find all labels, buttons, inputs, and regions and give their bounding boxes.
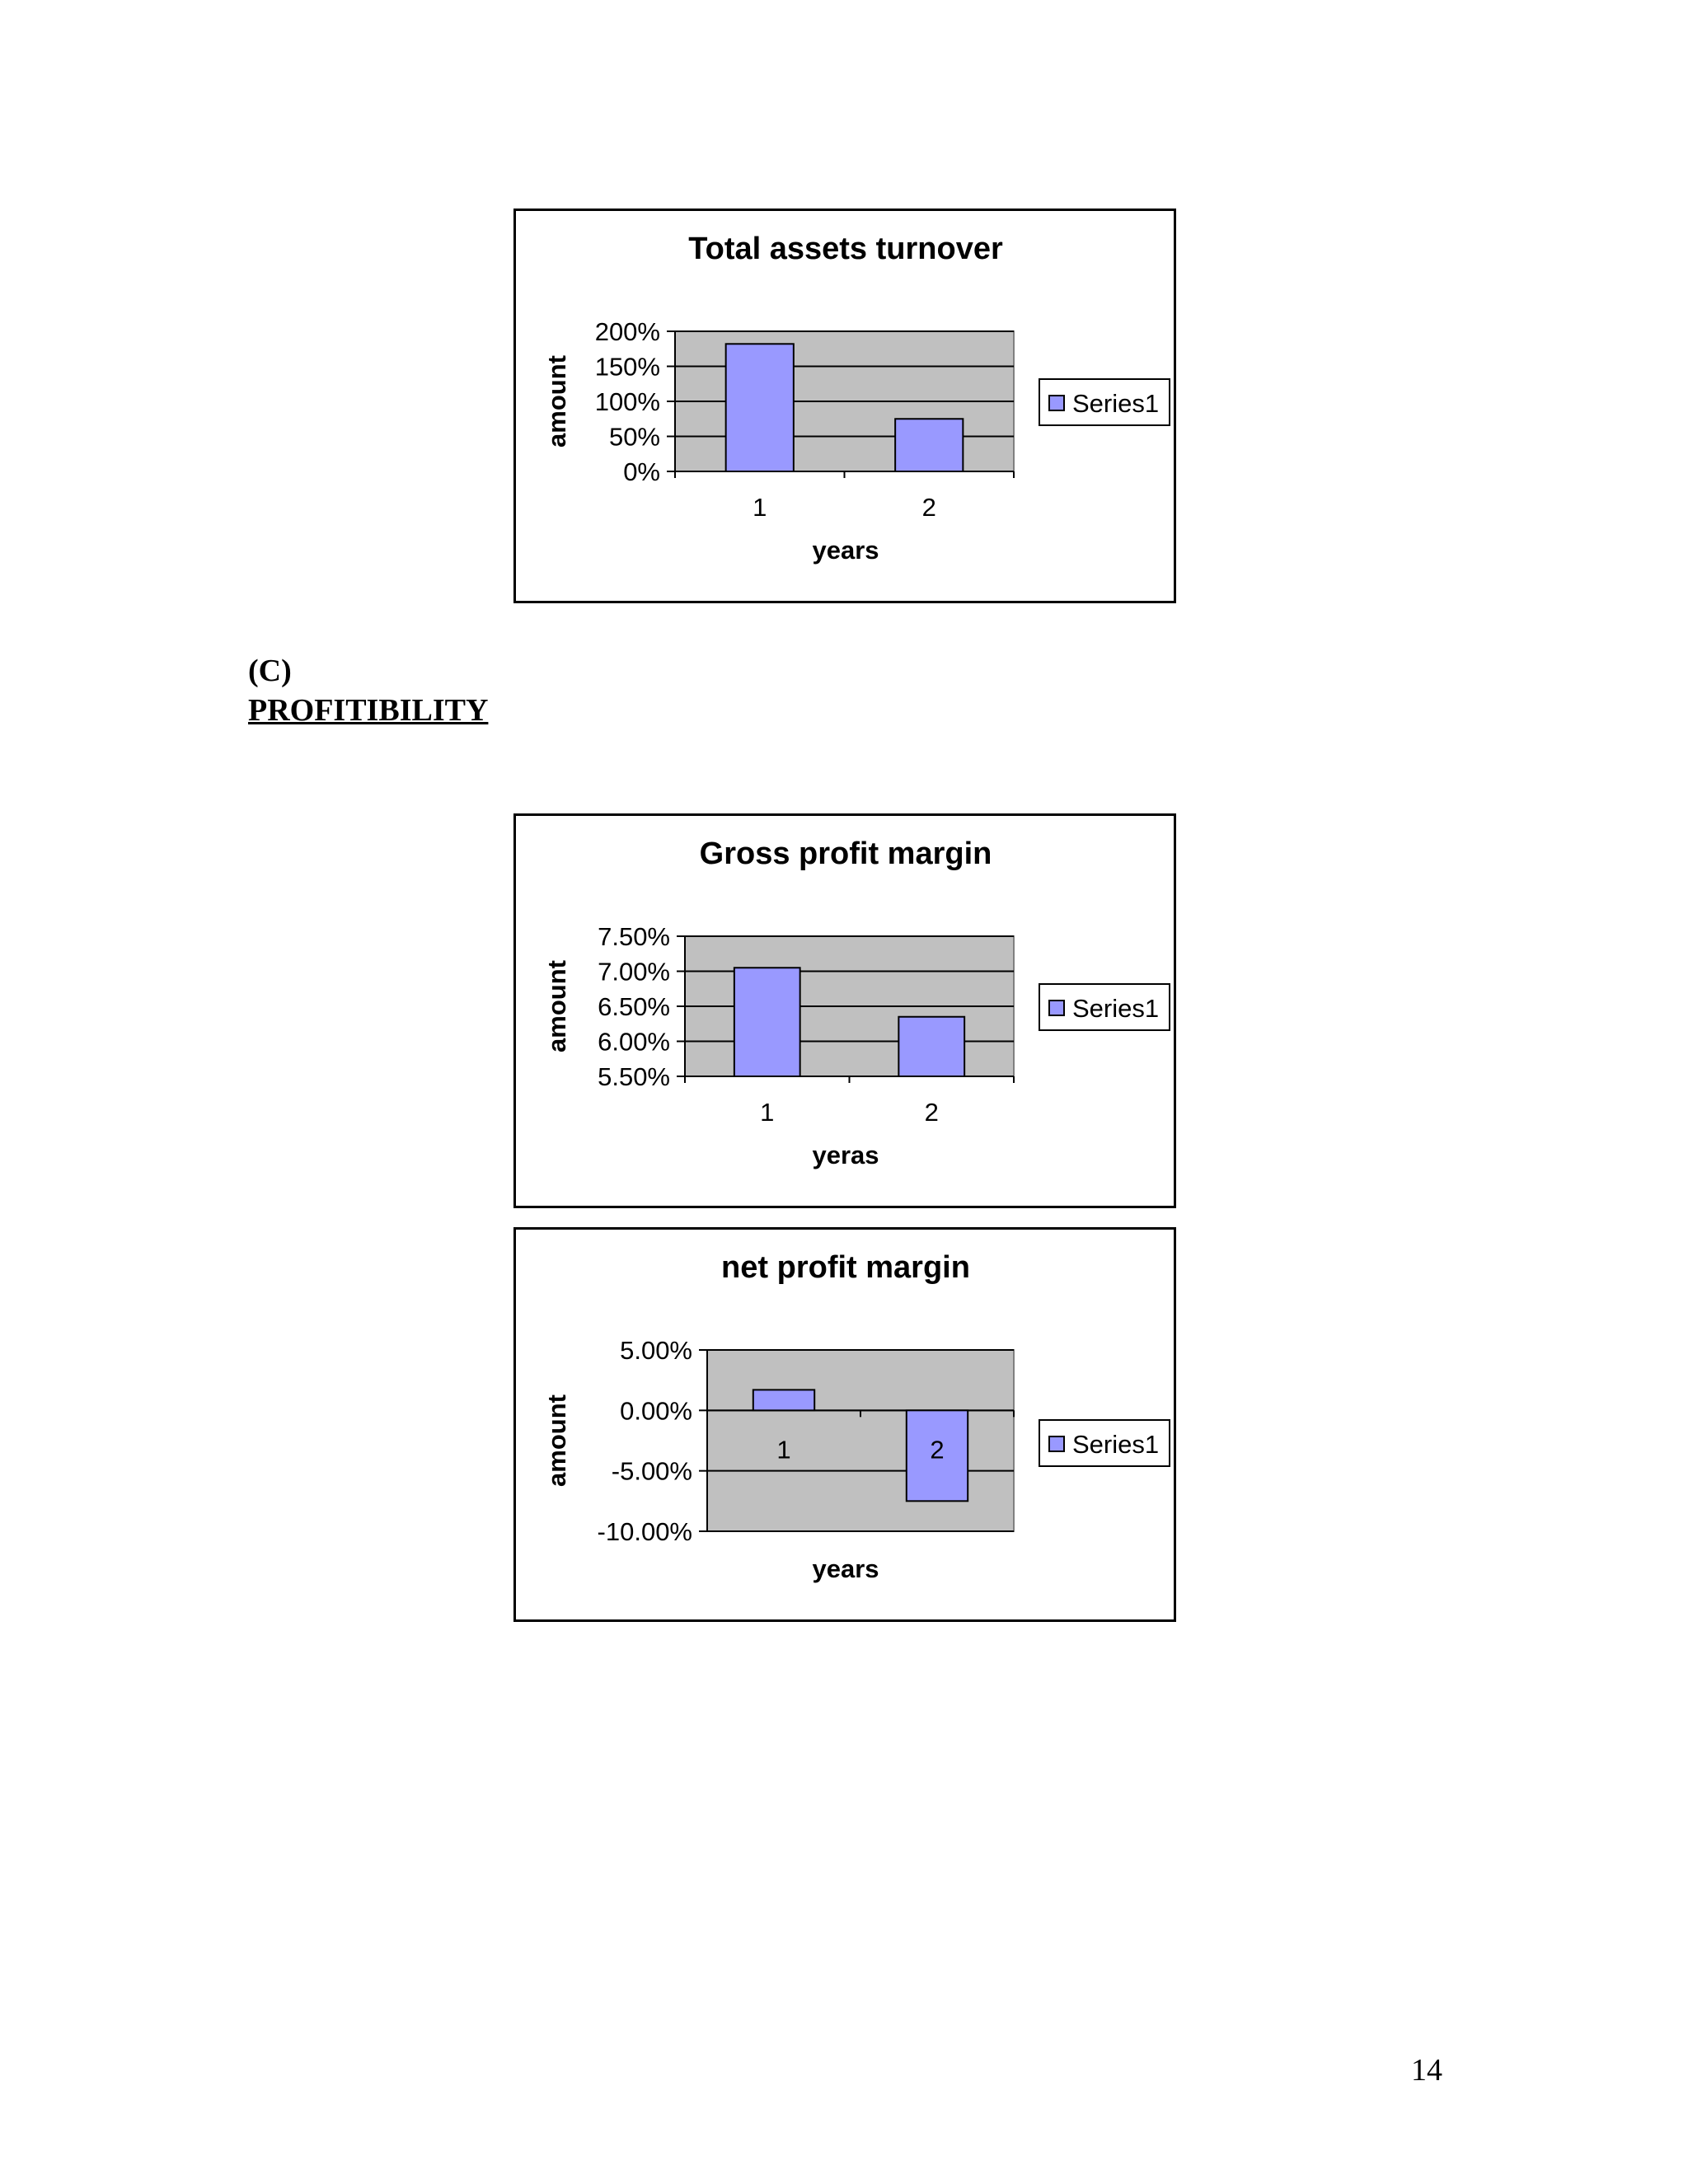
bar-1 [753, 1390, 814, 1410]
legend-label: Series1 [1072, 389, 1160, 418]
bar-1 [726, 344, 794, 471]
section-title: PROFITIBILITY [248, 693, 489, 728]
y-tick-label: 5.50% [598, 1062, 670, 1091]
x-tick-label: 2 [921, 493, 936, 522]
y-tick-label: 6.00% [598, 1027, 670, 1057]
chart-title: net profit margin [721, 1250, 970, 1285]
chart-gross-profit-margin [513, 813, 1176, 1208]
x-axis-label: yeras [812, 1141, 879, 1169]
y-axis-label: amount [542, 960, 571, 1052]
page-number: 14 [1411, 2053, 1442, 2088]
chart-title: Total assets turnover [688, 232, 1003, 266]
y-tick-label: 0.00% [620, 1396, 692, 1426]
x-tick-label: 2 [924, 1098, 939, 1127]
chart-title: Gross profit margin [699, 837, 992, 871]
section-label: (C) [248, 654, 292, 688]
legend-swatch [1049, 1001, 1064, 1015]
y-tick-label: -10.00% [597, 1517, 692, 1546]
y-tick-label: -5.00% [611, 1456, 692, 1486]
legend-label: Series1 [1072, 994, 1160, 1023]
chart-svg [516, 1230, 1174, 1619]
y-tick-label: 200% [594, 317, 660, 346]
bar-2 [895, 419, 963, 471]
y-tick-label: 5.00% [620, 1336, 692, 1365]
bar-2 [898, 1017, 964, 1076]
chart-svg [516, 816, 1174, 1206]
y-tick-label: 50% [608, 422, 660, 452]
x-axis-label: years [812, 1554, 879, 1583]
y-tick-label: 150% [594, 352, 660, 382]
y-tick-label: 6.50% [598, 992, 670, 1021]
x-axis-label: years [812, 536, 879, 565]
x-tick-label: 1 [753, 493, 767, 522]
legend-swatch [1049, 1436, 1064, 1451]
y-tick-label: 7.00% [598, 957, 670, 987]
section-heading [248, 651, 488, 730]
legend-label: Series1 [1072, 1430, 1160, 1459]
bar-1 [734, 968, 800, 1076]
y-tick-label: 7.50% [598, 922, 670, 951]
y-tick-label: 0% [623, 457, 660, 486]
x-tick-label: 1 [776, 1435, 791, 1465]
chart-net-profit-margin [513, 1227, 1176, 1622]
chart-svg [516, 211, 1174, 601]
x-tick-label: 2 [930, 1435, 945, 1465]
x-tick-label: 1 [760, 1098, 775, 1127]
legend-swatch [1049, 396, 1064, 410]
chart-total-assets-turnover [513, 209, 1176, 603]
y-axis-label: amount [542, 355, 571, 448]
y-axis-label: amount [542, 1394, 571, 1487]
y-tick-label: 100% [594, 387, 660, 416]
